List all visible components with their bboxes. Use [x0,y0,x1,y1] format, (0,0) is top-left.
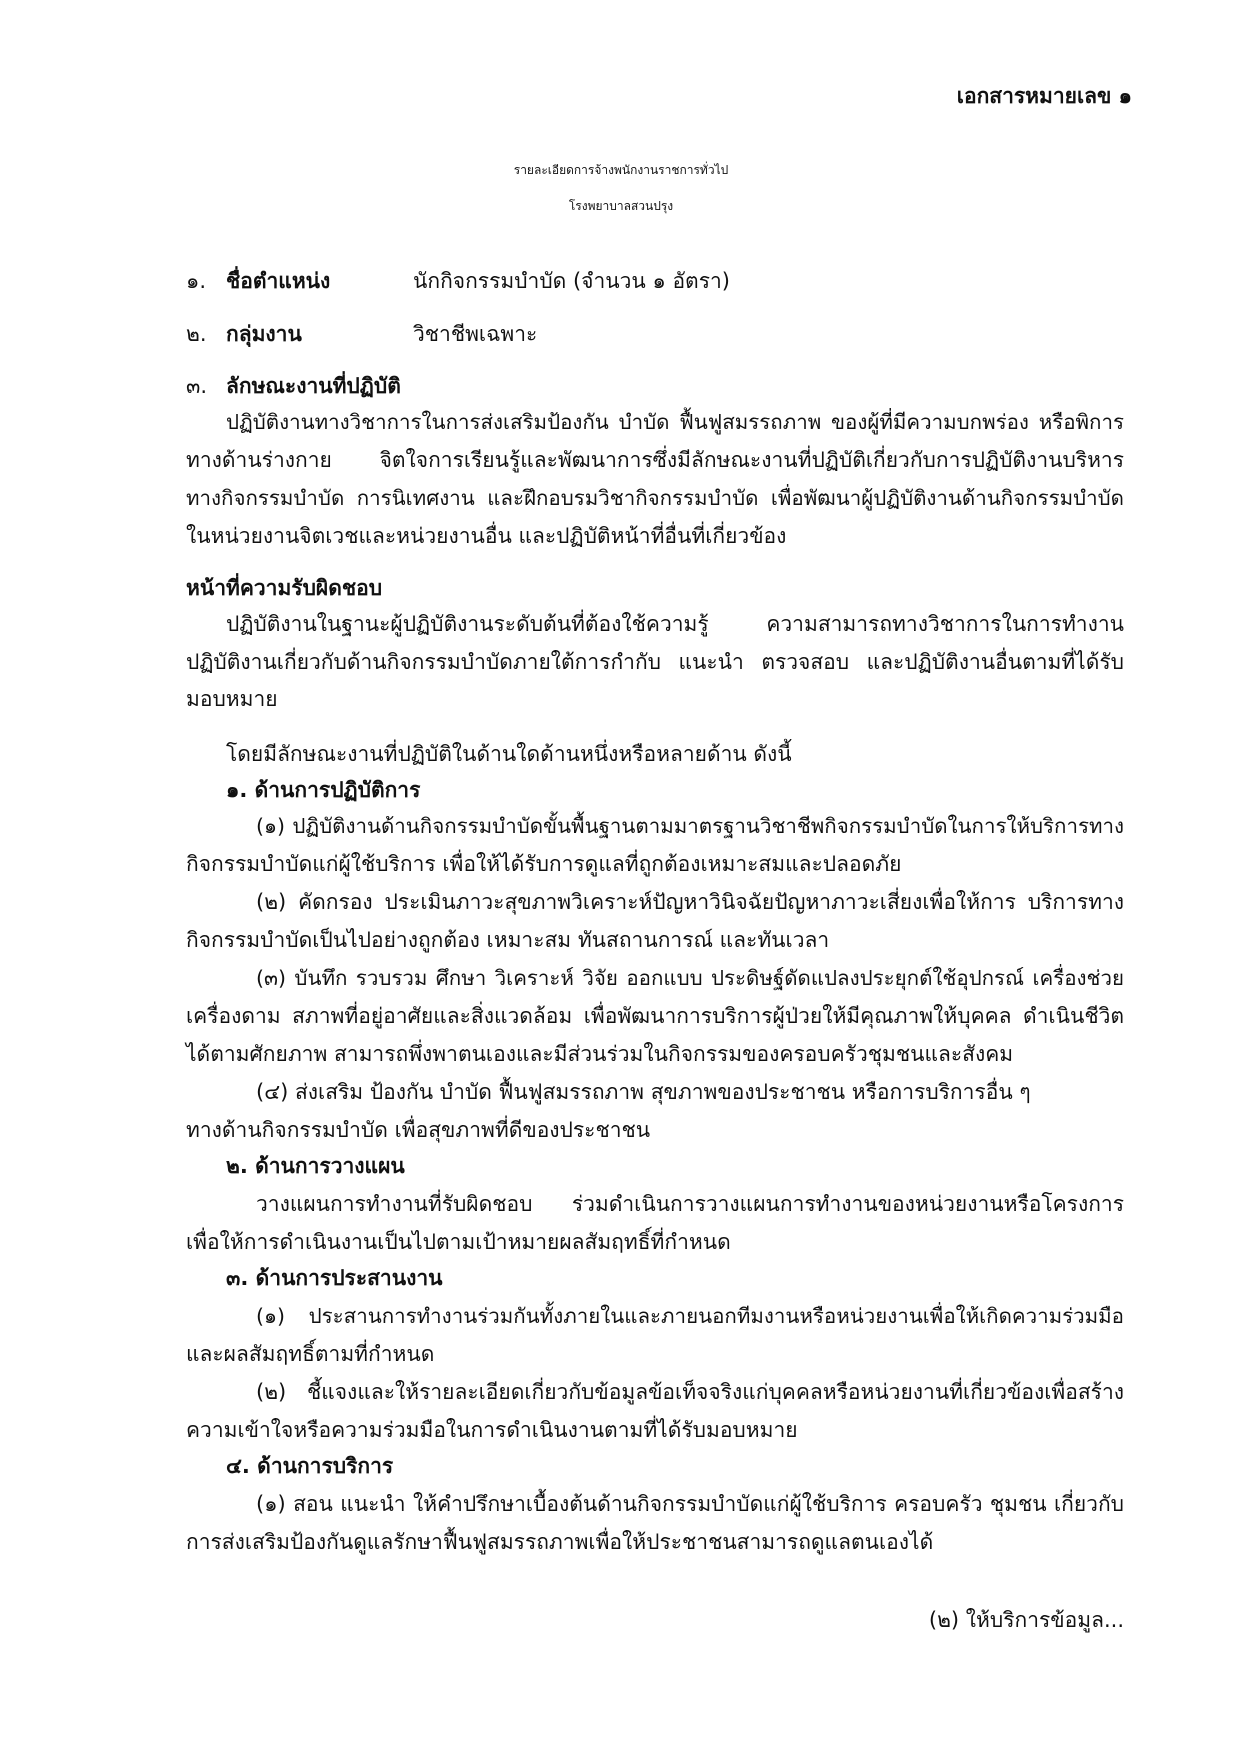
section-2-label: กลุ่มงาน [226,322,302,346]
nature-line-4: ในหน่วยงานจิตเวชและหน่วยงานอื่น และปฏิบัติหน้าที่อื่นที่เกี่ยวข้อง [186,524,787,548]
section-2-value: วิชาชีพเฉพาะ [413,322,538,346]
duty-line-1: ปฏิบัติงานในฐานะผู้ปฏิบัติงานระดับต้นที่ต้องใช้ความรู้ ความสามารถทางวิชาการในการทำงาน [226,612,1124,636]
coordination-item-2-line-2: ความเข้าใจหรือความร่วมมือในการดำเนินงานตามที่ได้รับมอบหมาย [186,1418,798,1442]
coordination-item-2-line-1: (๒) ชี้แจงและให้รายละเอียดเกี่ยวกับข้อมูลข้อเท็จจริงแก่บุคคลหรือหน่วยงานที่เกี่ยวข้องเพื่อสร้าง [256,1380,1124,1404]
operations-item-3-line-2: เครื่องดาม สภาพที่อยู่อาศัยและสิ่งแวดล้อม เพื่อพัฒนาการบริการผู้ป่วยให้มีคุณภาพให้บุคคล ดำเนินชีวิต [186,1004,1124,1028]
document-number: เอกสารหมายเลข ๑ [956,84,1132,108]
subsection-4-heading: ๔. ด้านการบริการ [226,1454,394,1478]
planning-line-1: วางแผนการทำงานที่รับผิดชอบ ร่วมดำเนินการวางแผนการทำงานของหน่วยงานหรือโครงการ [256,1192,1124,1216]
service-item-1-line-2: การส่งเสริมป้องกันดูแลรักษาฟื้นฟูสมรรถภาพเพื่อให้ประชาชนสามารถดูแลตนเองได้ [186,1530,934,1554]
operations-item-1-line-1: (๑) ปฏิบัติงานด้านกิจกรรมบำบัดขั้นพื้นฐานตามมาตรฐานวิชาชีพกิจกรรมบำบัดในการให้บริการทาง [256,814,1124,838]
section-3-number: ๓. [186,374,208,398]
subsection-2-heading: ๒. ด้านการวางแผน [226,1154,405,1178]
duty-heading: หน้าที่ความรับผิดชอบ [186,576,383,600]
intro-text: โดยมีลักษณะงานที่ปฏิบัติในด้านใดด้านหนึ่งหรือหลายด้าน ดังนี้ [226,742,792,766]
section-1-label: ชื่อตำแหน่ง [226,269,331,293]
section-3-label: ลักษณะงานที่ปฏิบัติ [226,374,401,398]
operations-item-4-line-1: (๔) ส่งเสริม ป้องกัน บำบัด ฟื้นฟูสมรรถภาพ สุขภาพของประชาชน หรือการบริการอื่น ๆ [256,1080,1031,1104]
planning-line-2: เพื่อให้การดำเนินงานเป็นไปตามเป้าหมายผลสัมฤทธิ์ที่กำหนด [186,1230,731,1254]
operations-item-1-line-2: กิจกรรมบำบัดแก่ผู้ใช้บริการ เพื่อให้ได้รับการดูแลที่ถูกต้องเหมาะสมและปลอดภัย [186,852,902,876]
service-item-1-line-1: (๑) สอน แนะนำ ให้คำปรึกษาเบื้องต้นด้านกิจกรรมบำบัดแก่ผู้ใช้บริการ ครอบครัว ชุมชน เกี่ยวกับ [256,1492,1124,1516]
continuation-text: (๒) ให้บริการข้อมูล... [928,1608,1124,1632]
nature-line-2: ทางด้านร่างกาย จิตใจการเรียนรู้และพัฒนาการซึ่งมีลักษณะงานที่ปฏิบัติเกี่ยวกับการปฏิบัติงานบริหาร [186,448,1124,472]
subsection-1-heading: ๑. ด้านการปฏิบัติการ [226,778,421,802]
operations-item-2-line-1: (๒) คัดกรอง ประเมินภาวะสุขภาพวิเคราะห์ปัญหาวินิจฉัยปัญหาภาวะเสี่ยงเพื่อให้การ บริการทาง [256,890,1124,914]
operations-item-2-line-2: กิจกรรมบำบัดเป็นไปอย่างถูกต้อง เหมาะสม ทันสถานการณ์ และทันเวลา [186,928,830,952]
section-2-number: ๒. [186,322,207,346]
nature-line-3: ทางกิจกรรมบำบัด การนิเทศงาน และฝึกอบรมวิชากิจกรรมบำบัด เพื่อพัฒนาผู้ปฏิบัติงานด้านกิจกรรมบำบัด [186,486,1124,510]
coordination-item-1-line-2: และผลสัมฤทธิ์ตามที่กำหนด [186,1342,435,1366]
operations-item-3-line-1: (๓) บันทึก รวบรวม ศึกษา วิเคราะห์ วิจัย ออกแบบ ประดิษฐ์ดัดแปลงประยุกต์ใช้อุปกรณ์ เครื่องช่วย [256,966,1124,990]
operations-item-4-line-2: ทางด้านกิจกรรมบำบัด เพื่อสุขภาพที่ดีของประชาชน [186,1118,651,1142]
operations-item-3-line-3: ได้ตามศักยภาพ สามารถพึ่งพาตนเองและมีส่วนร่วมในกิจกรรมของครอบครัวชุมชนและสังคม [186,1042,1014,1066]
subsection-3-heading: ๓. ด้านการประสานงาน [226,1266,443,1290]
duty-line-2: ปฏิบัติงานเกี่ยวกับด้านกิจกรรมบำบัดภายใต้การกำกับ แนะนำ ตรวจสอบ และปฏิบัติงานอื่นตามที่ได้รับ [186,650,1124,674]
section-1-number: ๑. [186,269,207,293]
nature-line-1: ปฏิบัติงานทางวิชาการในการส่งเสริมป้องกัน บำบัด ฟื้นฟูสมรรถภาพ ของผู้ที่มีความบกพร่อง หรือพิการ [226,410,1124,434]
section-1-value: นักกิจกรรมบำบัด (จำนวน ๑ อัตรา) [413,269,730,293]
coordination-item-1-line-1: (๑) ประสานการทำงานร่วมกันทั้งภายในและภายนอกทีมงานหรือหน่วยงานเพื่อให้เกิดความร่วมมือ [256,1304,1124,1328]
title-line-2: โรงพยาบาลสวนปรุง [568,199,674,213]
duty-line-3: มอบหมาย [186,687,278,711]
title-line-1: รายละเอียดการจ้างพนักงานราชการทั่วไป [513,163,729,177]
